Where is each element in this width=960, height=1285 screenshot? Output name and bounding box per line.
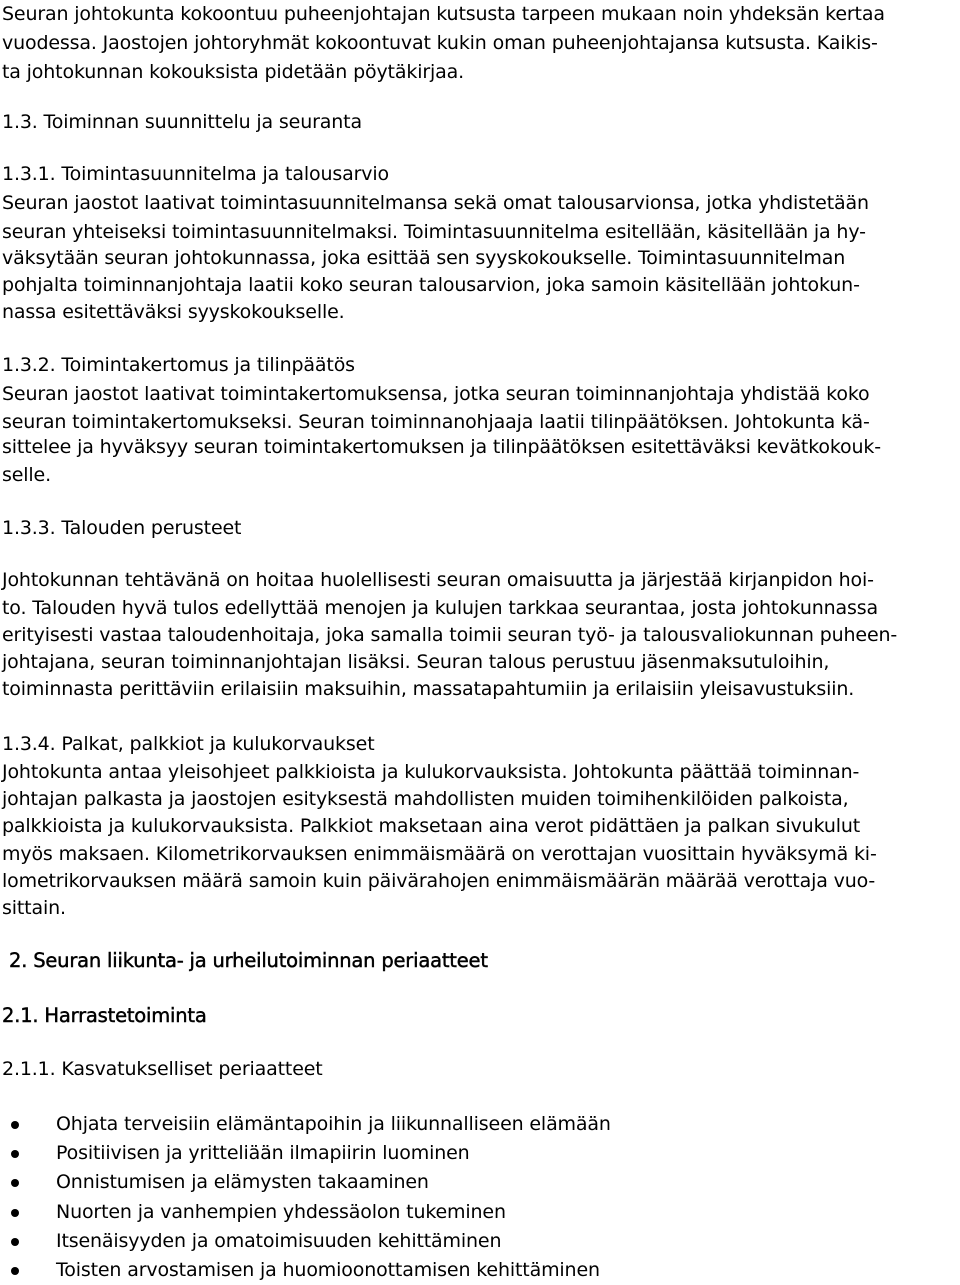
list-item: [0, 1227, 960, 1256]
section-1-3-1-line-1: Seuran jaostot laativat toimintasuunnitelmansa sekä omat talousarvionsa, jotka yhdistetään: [2, 192, 869, 214]
section-2-1-1-heading: 2.1.1. Kasvatukselliset periaatteet: [2, 1058, 323, 1080]
bullet-icon: [11, 1121, 19, 1129]
list-item-text: Ohjata terveisiin elämäntapoihin ja liikunnalliseen elämään: [56, 1113, 611, 1135]
section-1-3-4-line-3: palkkioista ja kulukorvauksista. Palkkiot maksetaan aina verot pidättäen ja palkan sivukulut: [2, 815, 861, 837]
section-1-3-2-line-1: Seuran jaostot laativat toimintakertomuksensa, jotka seuran toiminnanjohtaja yhdistää koko: [2, 383, 870, 405]
list-item: [0, 1110, 960, 1139]
section-1-3-1-heading: 1.3.1. Toimintasuunnitelma ja talousarvio: [2, 163, 389, 185]
section-1-3-1-line-4: pohjalta toiminnanjohtaja laatii koko seuran talousarvion, joka samoin käsitellään johtokun-: [2, 274, 860, 296]
section-1-3-3-line-5: toiminnasta perittäviin erilaisiin maksuihin, massatapahtumiin ja erilaisiin yleisavustuksiin.: [2, 678, 855, 700]
section-2-1-heading: 2.1. Harrastetoiminta: [2, 1004, 207, 1027]
list-item: [0, 1139, 960, 1168]
bullet-icon: [11, 1209, 19, 1217]
list-item-text: Toisten arvostamisen ja huomioonottamisen kehittäminen: [56, 1259, 600, 1281]
section-1-3-4-line-1: Johtokunta antaa yleisohjeet palkkioista ja kulukorvauksista. Johtokunta päättää toiminnan-: [2, 761, 860, 783]
intro-line-1: Seuran johtokunta kokoontuu puheenjohtajan kutsusta tarpeen mukaan noin yhdeksän kertaa: [2, 3, 885, 25]
section-1-3-4-line-4: myös maksaen. Kilometrikorvauksen enimmäismäärä on verottajan vuosittain hyväksymä ki-: [2, 843, 877, 865]
section-1-3-2-line-4: selle.: [2, 464, 51, 486]
section-1-3-2-line-2: seuran toimintakertomukseksi. Seuran toiminnanohjaaja laatii tilinpäätöksen. Johtokunta kä-: [2, 411, 870, 433]
section-2-heading: 2. Seuran liikunta- ja urheilutoiminnan periaatteet: [9, 949, 488, 972]
section-1-3-2-line-3: sittelee ja hyväksyy seuran toimintakertomuksen ja tilinpäätöksen esitettäväksi kevätkokouk-: [2, 436, 881, 458]
section-1-3-heading: 1.3. Toiminnan suunnittelu ja seuranta: [2, 111, 362, 133]
bullet-icon: [11, 1267, 19, 1275]
list-item-text: Onnistumisen ja elämysten takaaminen: [56, 1171, 429, 1193]
section-1-3-2-heading: 1.3.2. Toimintakertomus ja tilinpäätös: [2, 354, 355, 376]
section-1-3-3-line-3: erityisesti vastaa taloudenhoitaja, joka samalla toimii seuran työ- ja talousvaliokunnan puheen-: [2, 624, 898, 646]
list-item: [0, 1198, 960, 1227]
section-1-3-4-line-5: lometrikorvauksen määrä samoin kuin päivärahojen enimmäismäärän määrää verottaja vuo-: [2, 870, 876, 892]
intro-line-2: vuodessa. Jaostojen johtoryhmät kokoontuvat kukin oman puheenjohtajansa kutsusta. Kaikis-: [2, 32, 878, 54]
bullet-icon: [11, 1238, 19, 1246]
list-item: [0, 1256, 960, 1285]
section-1-3-1-line-3: väksytään seuran johtokunnassa, joka esittää sen syyskokoukselle. Toimintasuunnitelman: [2, 247, 846, 269]
list-item: [0, 1168, 960, 1197]
list-item-text: Nuorten ja vanhempien yhdessäolon tukeminen: [56, 1201, 506, 1223]
section-1-3-4-heading: 1.3.4. Palkat, palkkiot ja kulukorvaukset: [2, 733, 375, 755]
section-1-3-3-line-4: johtajana, seuran toiminnanjohtajan lisäksi. Seuran talous perustuu jäsenmaksutuloihin,: [2, 651, 830, 673]
section-1-3-3-heading: 1.3.3. Talouden perusteet: [2, 517, 242, 539]
section-1-3-4-line-2: johtajan palkasta ja jaostojen esityksestä mahdollisten muiden toimihenkilöiden palkoista,: [2, 788, 849, 810]
section-1-3-4-line-6: sittain.: [2, 897, 66, 919]
list-item-text: Positiivisen ja yritteliään ilmapiirin luominen: [56, 1142, 470, 1164]
section-1-3-3-line-2: to. Talouden hyvä tulos edellyttää menojen ja kulujen tarkkaa seurantaa, josta johtokunnassa: [2, 597, 879, 619]
intro-line-3: ta johtokunnan kokouksista pidetään pöytäkirjaa.: [2, 61, 465, 83]
section-1-3-1-line-5: nassa esitettäväksi syyskokoukselle.: [2, 301, 345, 323]
section-1-3-3-line-1: Johtokunnan tehtävänä on hoitaa huolellisesti seuran omaisuutta ja järjestää kirjanpidon hoi-: [2, 569, 874, 591]
bullet-icon: [11, 1179, 19, 1187]
section-1-3-1-line-2: seuran yhteiseksi toimintasuunnitelmaksi. Toimintasuunnitelma esitellään, käsitellään ja hy-: [2, 221, 866, 243]
bullet-icon: [11, 1150, 19, 1158]
list-item-text: Itsenäisyyden ja omatoimisuuden kehittäminen: [56, 1230, 502, 1252]
